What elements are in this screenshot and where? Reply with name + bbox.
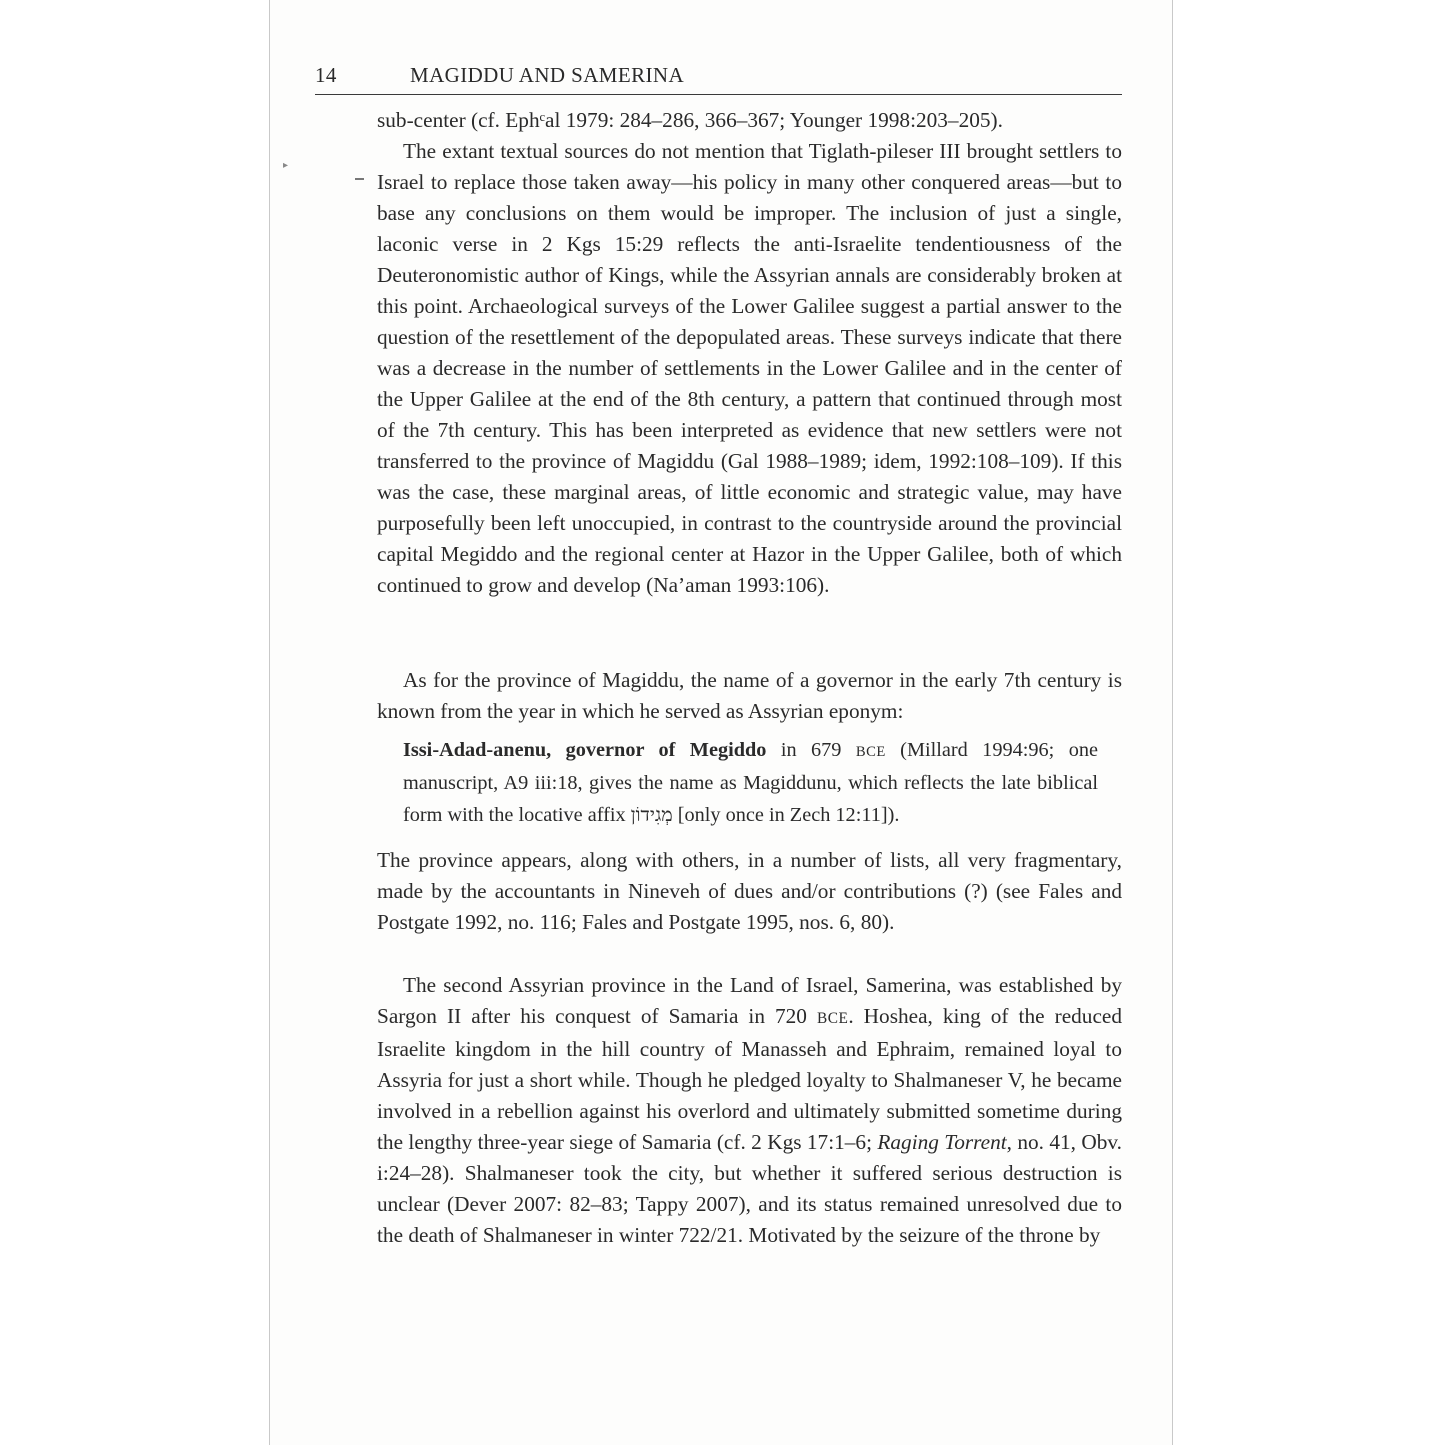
- quote-text-b: (Millard 1994:96; one manuscript, A9 iii:18, gives the name as Magiddunu, which reflects the late biblical form with the locative affix: [403, 739, 1098, 826]
- paragraph-province-magiddu: As for the province of Magiddu, the name of a governor in the early 7th century is known from the year in which he served as Assyrian eponym:: [377, 668, 1122, 723]
- paragraph-continuation: sub-center (cf. Ephᶜal 1979: 284–286, 366–367; Younger 1998:203–205).: [377, 108, 1003, 132]
- quote-text-c: [only once in Zech 12:11]).: [672, 804, 900, 826]
- era-label: BCE: [817, 1010, 849, 1027]
- page-number: 14: [315, 63, 337, 87]
- running-title: MAGIDDU AND SAMERINA: [410, 63, 685, 87]
- paragraph-province-lists: The province appears, along with others, in a number of lists, all very fragmentary, made by the accountants in Nineveh of dues and/or contributions (?) (see Fales and Postgate 1992, no. 116; Fales and Postgate 1995, nos. 6, 80).: [377, 848, 1122, 934]
- hebrew-word: מְגִידוֹן: [630, 803, 673, 826]
- p5-text-b: . Hoshea, king of the reduced Israelite kingdom in the hill country of Manasseh and Ephraim, remained loyal to Assyria for just a short while. Though he pledged loyalty to Shalmaneser V, he became involved in a rebellion against his overlord and ultimately submitted sometime during the lengthy three-year siege of Samaria (cf. 2 Kgs 17:1–6;: [377, 1004, 1122, 1154]
- margin-dash-mark: [355, 178, 364, 180]
- italic-title: Raging Torrent: [877, 1130, 1007, 1154]
- quote-text-a: in 679: [766, 739, 856, 761]
- era-label: BCE: [855, 744, 886, 760]
- running-header: [315, 60, 1122, 95]
- margin-arrow-icon: ▸: [283, 160, 289, 171]
- block-quote-eponym: [403, 735, 1098, 831]
- governor-name: Issi-Adad-anenu, governor of Megiddo: [403, 739, 767, 761]
- paragraph-samerina: [377, 970, 1122, 1251]
- p5-text-a: The second Assyrian province in the Land of Israel, Samerina, was established by Sargon II after his conquest of Samaria in 720: [377, 973, 1122, 1028]
- p5-text-c: , no. 41, Obv. i:24–28). Shalmaneser took the city, but whether it suffered serious destruction is unclear (Dever 2007: 82–83; Tappy 2007), and its status remained unresolved due to the death of Shalmaneser in winter 722/21. Motivated by the seizure of the throne by: [377, 1130, 1123, 1247]
- paragraph-textual-sources: The extant textual sources do not mention that Tiglath-pileser III brought settlers to Israel to replace those taken away—his policy in many other conquered areas—but to base any conclusions on them would be improper. The inclusion of just a single, laconic verse in 2 Kgs 15:29 reflects the anti-Israelite tendentiousness of the Deuteronomistic author of Kings, while the Assyrian annals are considerably broken at this point. Archaeological surveys of the Lower Galilee suggest a partial answer to the question of the resettlement of the depopulated areas. These surveys indicate that there was a decrease in the number of settlements in the Lower Galilee and in the center of the Upper Galilee at the end of the 8th century, a pattern that continued through most of the 7th century. This has been interpreted as evidence that new settlers were not transferred to the province of Magiddu (Gal 1988–1989; idem, 1992:108–109). If this was the case, these marginal areas, of little economic and strategic value, may have purposefully been left unoccupied, in contrast to the countryside around the provincial capital Megiddo and the regional center at Hazor in the Upper Galilee, both of which continued to grow and develop (Na’aman 1993:106).: [377, 139, 1122, 597]
